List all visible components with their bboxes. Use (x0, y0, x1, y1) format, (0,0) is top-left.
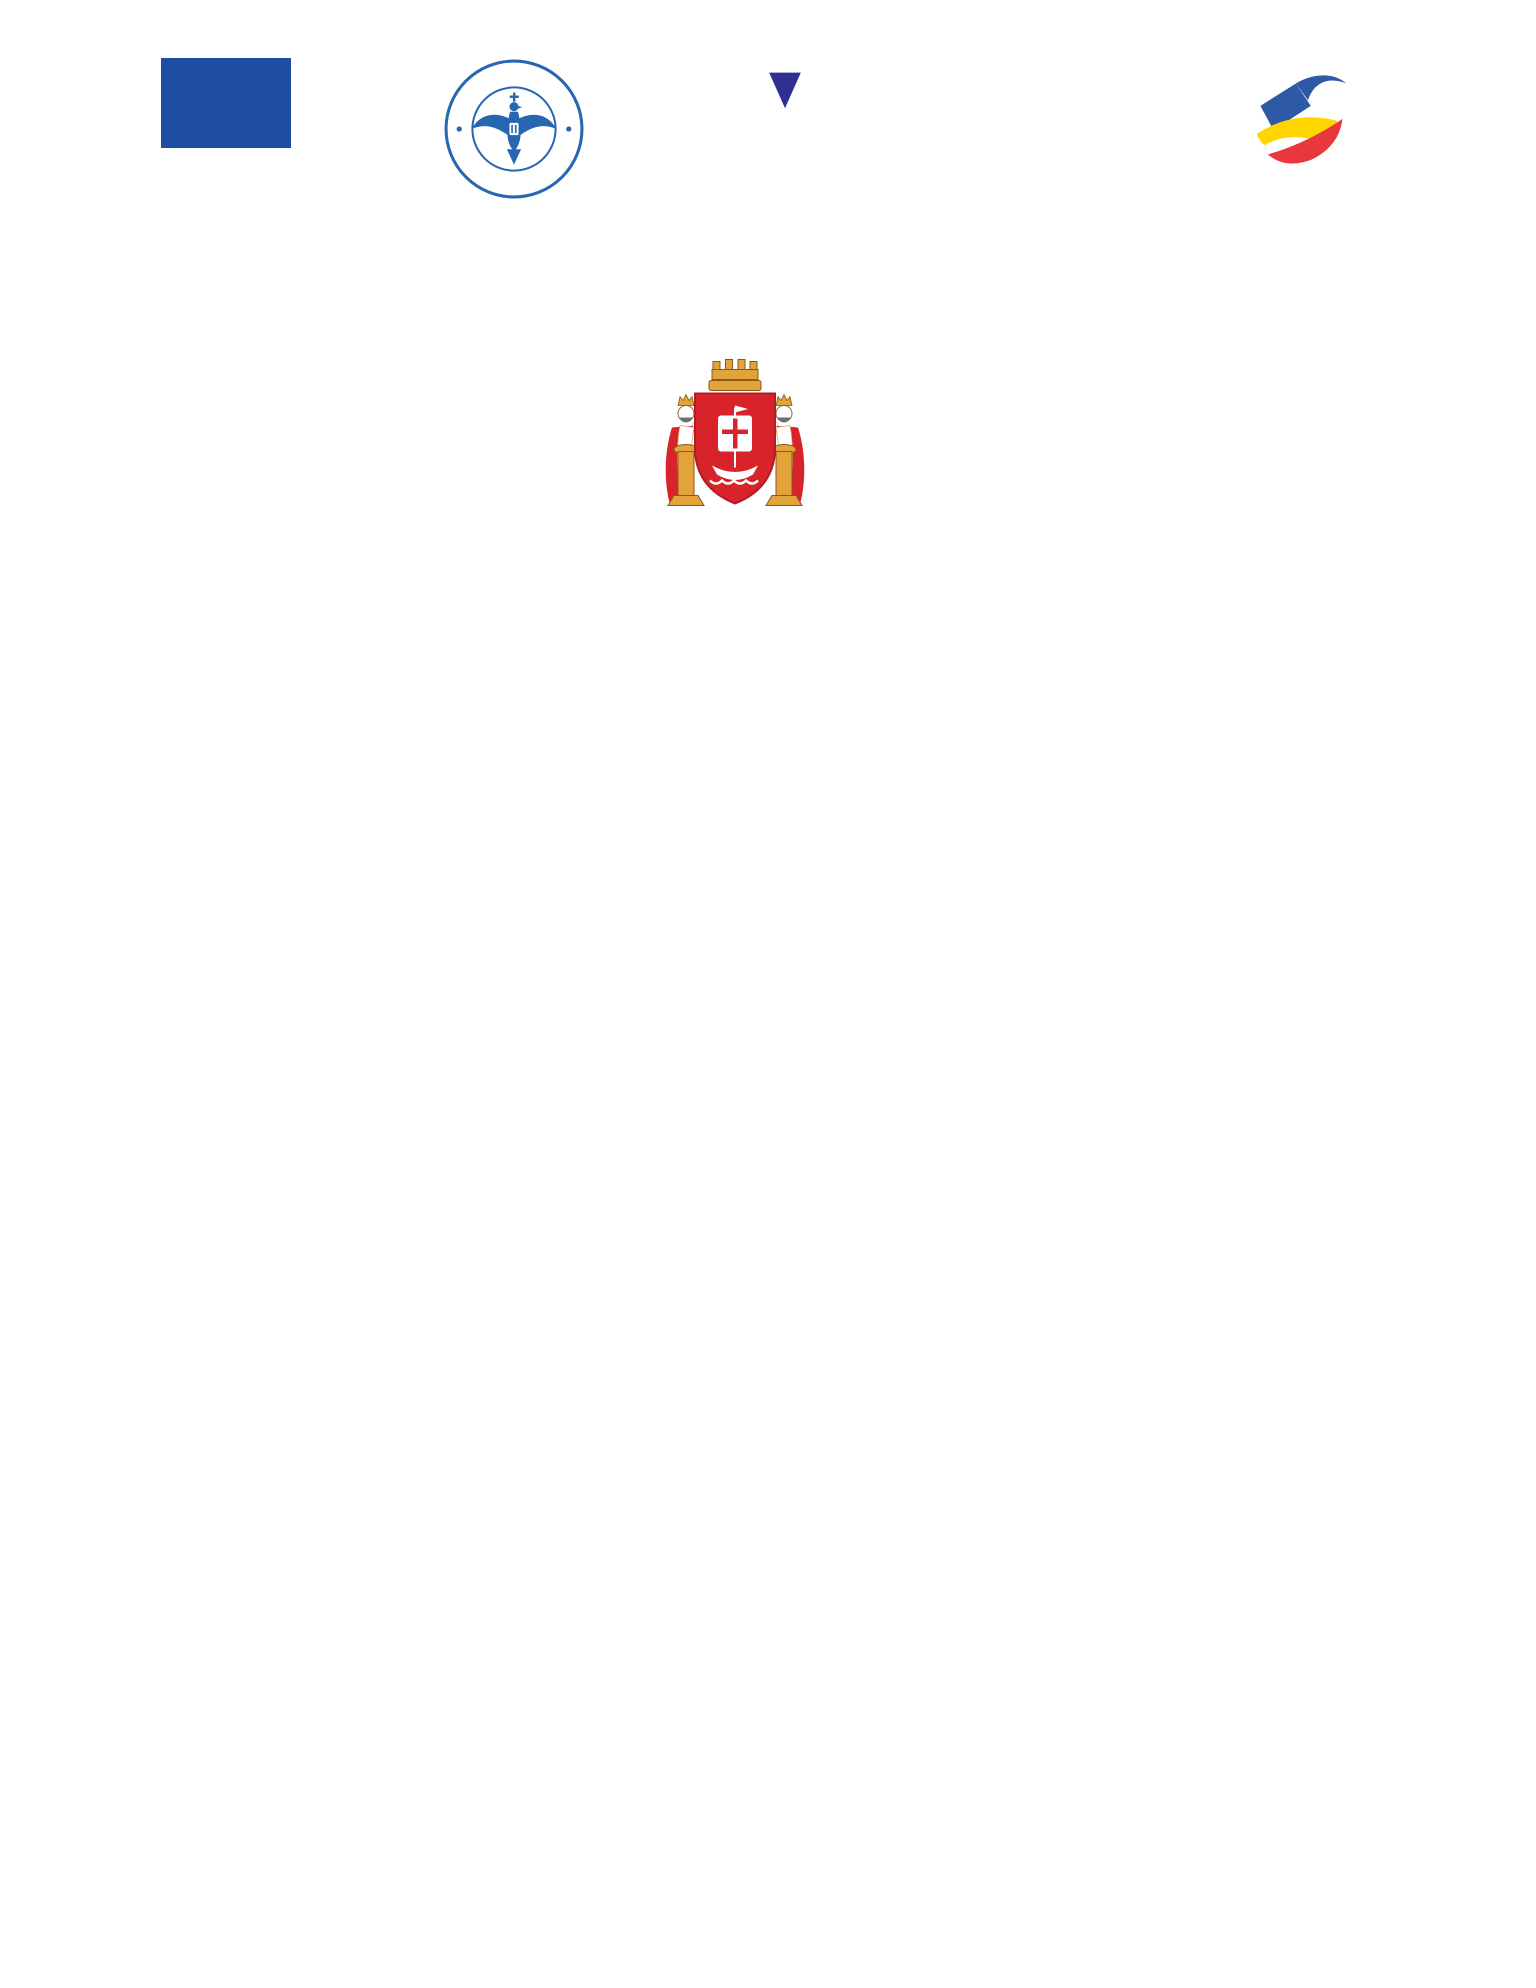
eu-flag-icon (161, 58, 291, 148)
regio-color-wheel-icon (752, 70, 818, 136)
regio-rainbow-bar (0, 1759, 1536, 1785)
signature-right (945, 399, 1350, 408)
eu-logo (138, 52, 314, 154)
regio-triangle-icon (752, 70, 818, 136)
signature-block (0, 295, 1536, 550)
signature-left (205, 403, 565, 411)
crest-crown-icon (709, 360, 761, 391)
logo-header (0, 0, 1536, 215)
constanta-coat-of-arms-icon (650, 295, 820, 535)
footer (0, 1745, 1536, 1795)
romanian-government-seal-icon (443, 58, 585, 200)
instrumente-structurale-logo (1208, 48, 1408, 189)
regio-logo (750, 70, 1030, 144)
